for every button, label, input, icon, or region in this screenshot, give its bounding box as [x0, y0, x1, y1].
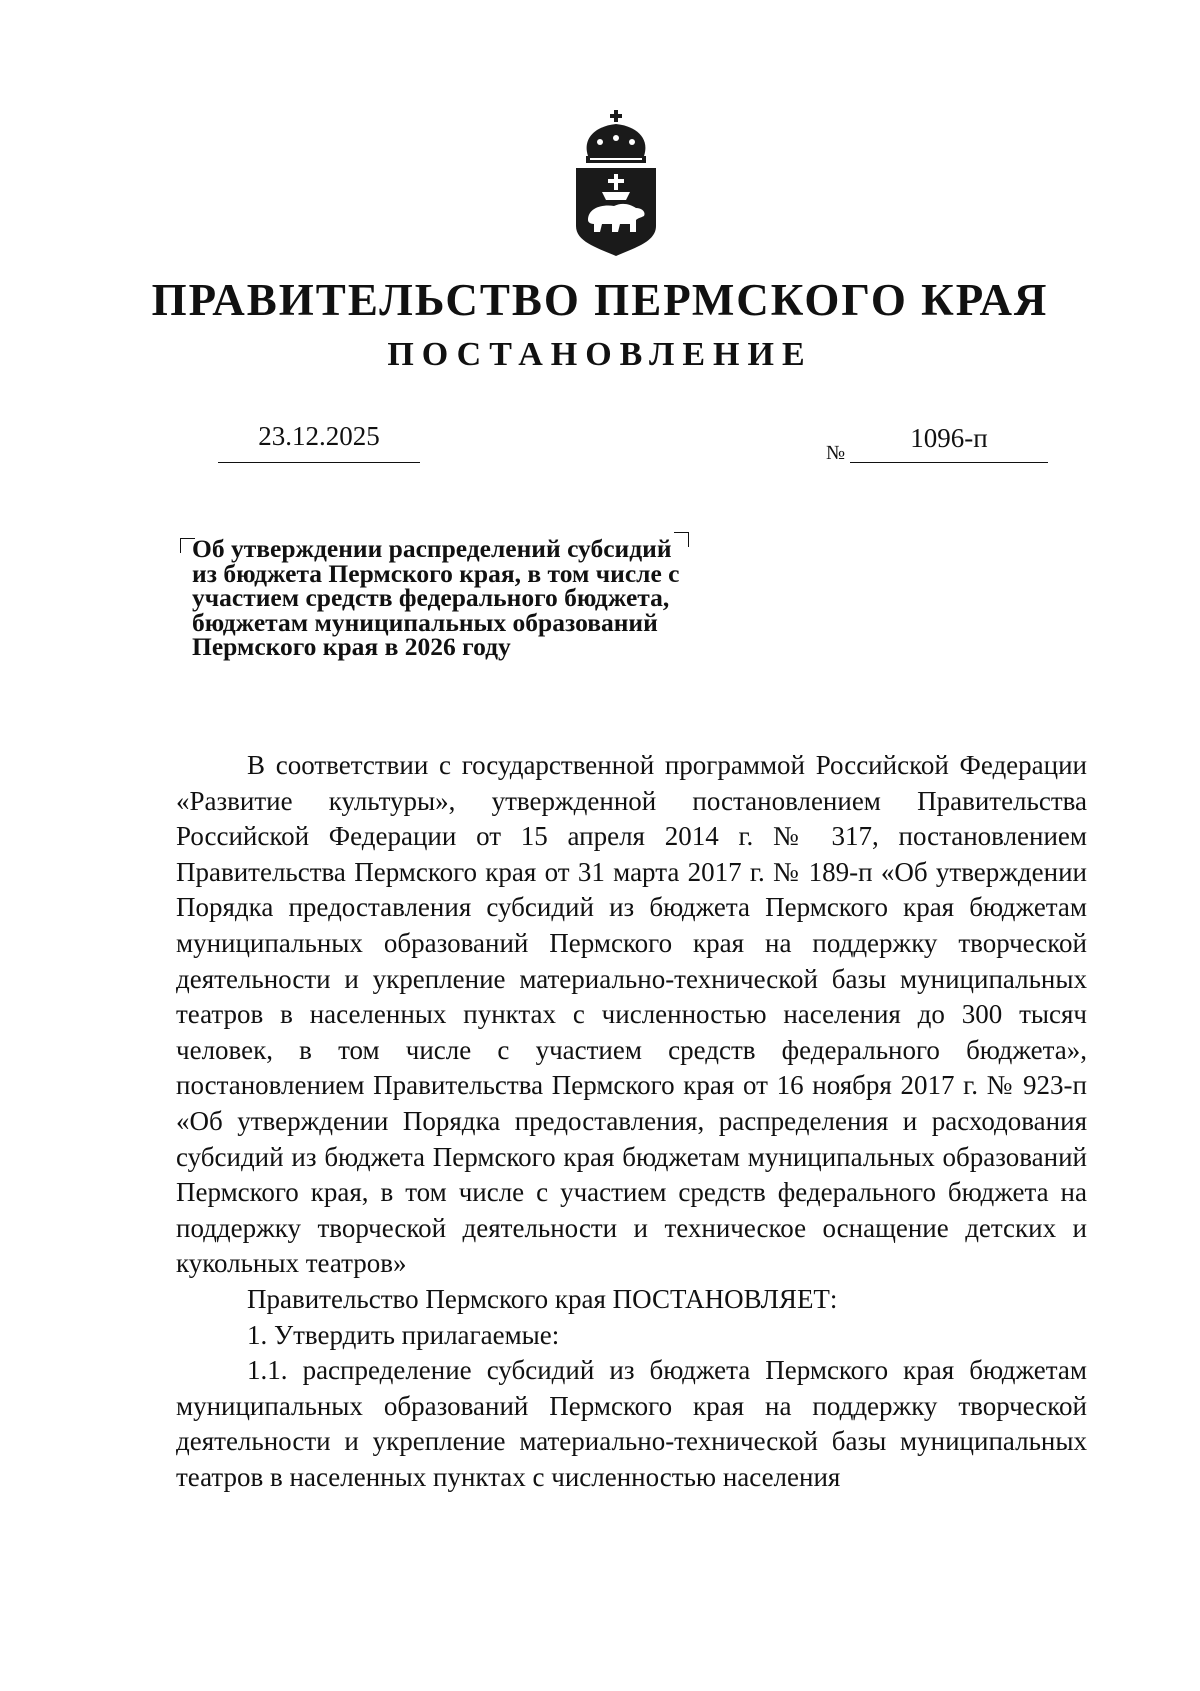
document-number-label: №	[826, 442, 846, 464]
decree-paragraph: Правительство Пермского края ПОСТАНОВЛЯЕТ:	[247, 1283, 838, 1314]
document-type-heading: ПОСТАНОВЛЕНИЕ	[387, 336, 813, 373]
document-subject: Об утверждении распределений субсидий из бюджета Пермского края, в том числе с участием средств федерального бюджета, бюджетам муниципальных образований Пермского края в 2026 году	[192, 534, 680, 661]
document-body	[176, 748, 1087, 1495]
government-title: ПРАВИТЕЛЬСТВО ПЕРМСКОГО КРАЯ	[151, 275, 1049, 325]
coat-of-arms-icon	[568, 108, 664, 258]
item-1-paragraph: 1. Утвердить прилагаемые:	[247, 1319, 560, 1350]
document-number: 1096-п	[850, 420, 1048, 463]
item-1-1-paragraph: 1.1. распределение субсидий из бюджета Пермского края бюджетам муниципальных образований Пермского края на поддержку творческой деятельности и укрепление материально-технической базы муниципальных театров в населенных пунктах с численностью населения	[176, 1355, 1087, 1492]
preamble-paragraph: В соответствии с государственной программой Российской Федерации «Развитие культуры», утвержденной постановлением Правительства Российской Федерации от 15 апреля 2014 г. № 317, постановлением Правительства Пермского края от 31 марта 2017 г. № 189-п «Об утверждении Порядка предоставления субсидий из бюджета Пермского края бюджетам муниципальных образований Пермского края на поддержку творческой деятельности и укрепление материально-технической базы муниципальных театров в населенных пунктах с численностью населения до 300 тысяч человек, в том числе с участием средств федерального бюджета», постановлением Правительства Пермского края от 16 ноября 2017 г. № 923-п «Об утверждении Порядка предоставления, распределения и расходования субсидий из бюджета Пермского края бюджетам муниципальных образований Пермского края, в том числе с участием средств федерального бюджета на поддержку творческой деятельности и техническое оснащение детских и кукольных театров»	[176, 750, 1087, 1279]
document-date: 23.12.2025	[218, 418, 420, 463]
